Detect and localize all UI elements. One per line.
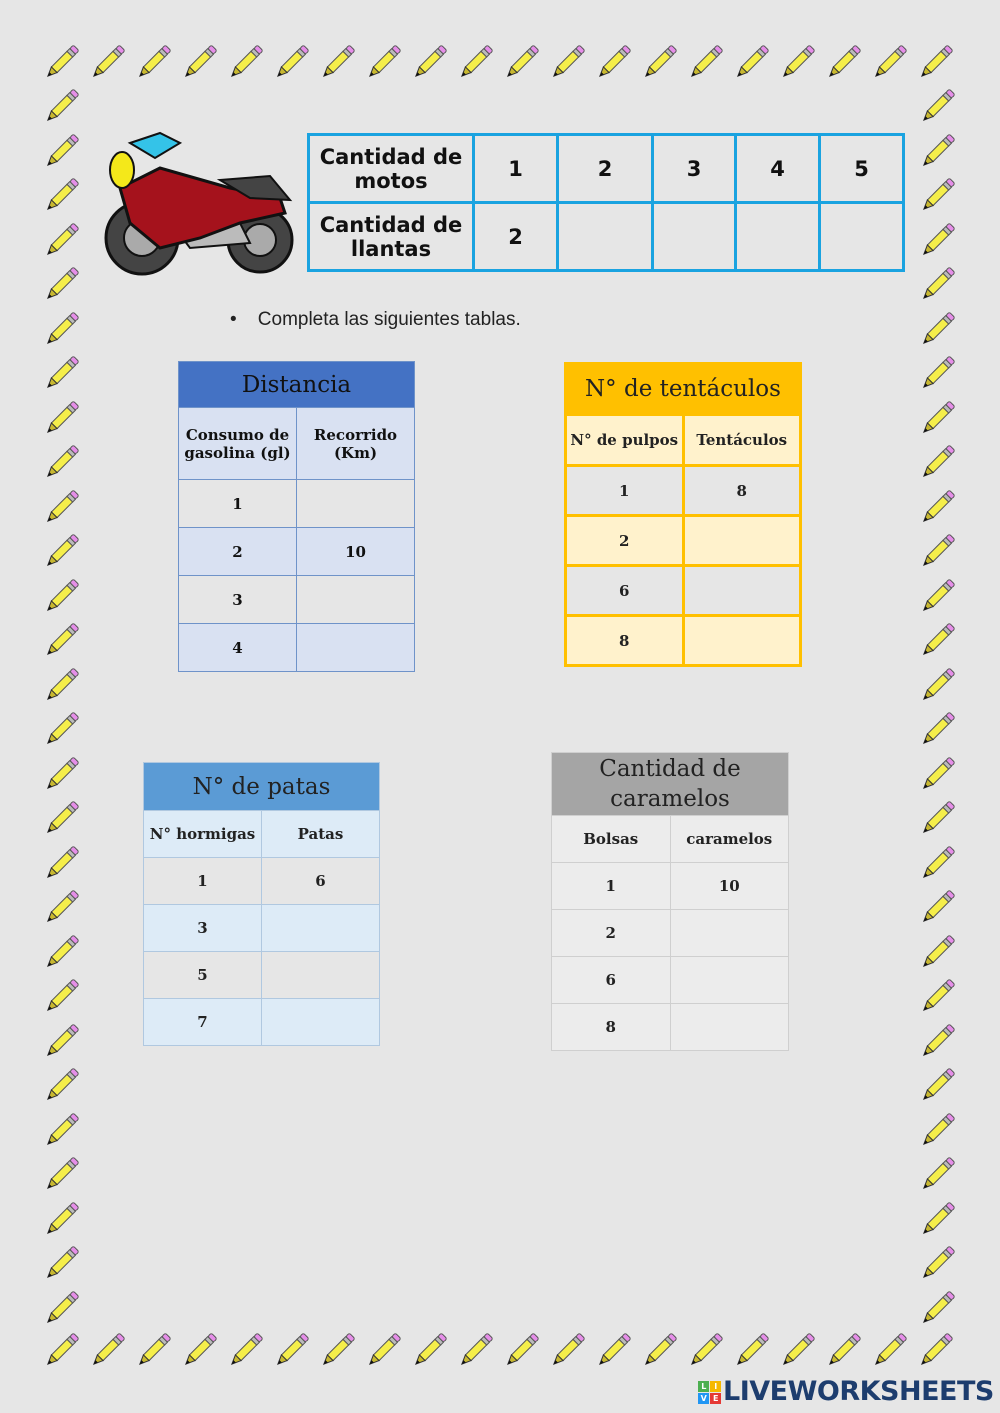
pencil-icon [916,707,960,751]
pencil-icon [916,440,960,484]
table-row [566,616,801,666]
pencil-icon [40,1108,84,1152]
pencil-icon [730,40,774,84]
cell: 3 [144,905,262,952]
pencil-icon [916,618,960,662]
answer-input[interactable] [670,1004,789,1051]
table-row [144,858,380,905]
cell: 8 [566,616,684,666]
pencil-icon [822,1328,866,1372]
cell: 2 [566,516,684,566]
pencil-icon [916,663,960,707]
pencil-icon [454,40,498,84]
pencil-icon [40,663,84,707]
pencil-icon [40,796,84,840]
pencil-icon [40,84,84,128]
pencil-icon [914,40,958,84]
pencil-icon [178,1328,222,1372]
answer-input[interactable] [820,203,904,271]
pencil-icon [592,1328,636,1372]
pencil-icon [40,485,84,529]
pencil-icon [224,1328,268,1372]
table-row [552,910,789,957]
cell: 10 [297,528,415,576]
pencil-icon [40,218,84,262]
pencil-icon [40,129,84,173]
logo-text: LIVEWORKSHEETS [723,1376,994,1407]
answer-input[interactable] [670,957,789,1004]
row-label: Cantidad de motos [309,135,474,203]
pencil-icon [40,351,84,395]
answer-input[interactable] [683,616,801,666]
table-title: N° de tentáculos [566,364,801,415]
pencil-icon [730,1328,774,1372]
pencil-icon [776,1328,820,1372]
pencil-icon [224,40,268,84]
pencil-icon [132,40,176,84]
cell: 5 [144,952,262,999]
pencil-icon [916,1241,960,1285]
pencil-icon [684,40,728,84]
pencil-icon [40,440,84,484]
answer-input[interactable] [297,624,415,672]
pencil-icon [178,40,222,84]
pencil-icon [916,129,960,173]
column-header: Recorrido (Km) [297,408,415,480]
pencil-icon [40,974,84,1018]
pencil-icon [40,1286,84,1330]
cell: 8 [683,466,801,516]
motorcycle-wheels-table [307,133,905,272]
pencil-icon [916,1063,960,1107]
pencil-icon [916,752,960,796]
answer-input[interactable] [558,203,653,271]
instruction: • Completa las siguientes tablas. [230,309,521,330]
table-row [309,203,904,271]
cell: 6 [262,858,380,905]
pencil-icon [40,262,84,306]
table-row [566,466,801,516]
table-row [309,135,904,203]
pencil-icon [916,307,960,351]
cell: 1 [179,480,297,528]
pencil-icon [454,1328,498,1372]
cell: 2 [552,910,671,957]
distancia-table [178,361,415,672]
pencil-icon [916,796,960,840]
cell: 7 [144,999,262,1046]
pencil-icon [40,1328,84,1372]
answer-input[interactable] [736,203,820,271]
pencil-icon [916,84,960,128]
pencil-icon [270,40,314,84]
answer-input[interactable] [262,999,380,1046]
tentaculos-table [564,362,802,667]
pencil-icon [362,40,406,84]
pencil-icon [270,1328,314,1372]
cell: 2 [474,203,558,271]
pencil-icon [592,40,636,84]
answer-input[interactable] [683,566,801,616]
table-title: N° de patas [144,763,380,811]
table-row [179,624,415,672]
pencil-icon [916,974,960,1018]
pencil-icon [408,1328,452,1372]
pencil-icon [916,574,960,618]
row-label: Cantidad de llantas [309,203,474,271]
pencil-icon [638,1328,682,1372]
cell: 8 [552,1004,671,1051]
cell: 10 [670,863,789,910]
pencil-icon [916,396,960,440]
pencil-icon [916,262,960,306]
cell: 2 [179,528,297,576]
answer-input[interactable] [653,203,736,271]
pencil-icon [40,618,84,662]
pencil-icon [40,173,84,217]
table-row [144,999,380,1046]
column-header: caramelos [670,816,789,863]
cell: 1 [566,466,684,516]
pencil-icon [40,1197,84,1241]
pencil-icon [916,930,960,974]
live-badge-icon: L I V E [698,1381,721,1404]
cell: 5 [820,135,904,203]
pencil-icon [40,930,84,974]
pencil-icon [546,1328,590,1372]
cell: 6 [566,566,684,616]
pencil-icon [822,40,866,84]
pencil-icon [316,1328,360,1372]
cell: 2 [558,135,653,203]
pencil-icon [40,885,84,929]
table-row [179,480,415,528]
pencil-icon [916,885,960,929]
caramelos-table [551,752,789,1051]
pencil-icon [914,1328,958,1372]
answer-input[interactable] [297,576,415,624]
column-header: N° hormigas [144,811,262,858]
pencil-icon [500,40,544,84]
answer-input[interactable] [262,952,380,999]
column-header: Consumo de gasolina (gl) [179,408,297,480]
pencil-icon [916,485,960,529]
table-title: Distancia [179,362,415,408]
column-header: N° de pulpos [566,415,684,466]
pencil-icon [40,529,84,573]
table-row [179,528,415,576]
pencil-icon [40,1241,84,1285]
answer-input[interactable] [297,480,415,528]
cell: 1 [144,858,262,905]
table-row [566,566,801,616]
table-row [552,863,789,910]
pencil-icon [40,707,84,751]
pencil-icon [868,1328,912,1372]
pencil-icon [916,173,960,217]
table-row [179,576,415,624]
cell: 1 [474,135,558,203]
pencil-icon [916,1197,960,1241]
cell: 4 [179,624,297,672]
pencil-icon [868,40,912,84]
pencil-icon [916,1286,960,1330]
motorcycle-image [100,128,296,278]
pencil-icon [916,218,960,262]
pencil-icon [40,574,84,618]
table-row [552,1004,789,1051]
column-header: Tentáculos [683,415,801,466]
pencil-icon [684,1328,728,1372]
pencil-icon [916,841,960,885]
answer-input[interactable] [670,910,789,957]
pencil-icon [86,1328,130,1372]
table-row [552,957,789,1004]
answer-input[interactable] [683,516,801,566]
pencil-icon [40,40,84,84]
pencil-icon [916,1108,960,1152]
pencil-icon [362,1328,406,1372]
answer-input[interactable] [262,905,380,952]
pencil-icon [40,307,84,351]
pencil-icon [546,40,590,84]
cell: 4 [736,135,820,203]
table-row [144,952,380,999]
pencil-icon [40,1063,84,1107]
pencil-icon [316,40,360,84]
cell: 3 [653,135,736,203]
cell: 1 [552,863,671,910]
pencil-icon [86,40,130,84]
pencil-icon [916,1152,960,1196]
pencil-icon [40,1019,84,1063]
pencil-icon [40,1152,84,1196]
pencil-icon [40,841,84,885]
pencil-icon [500,1328,544,1372]
liveworksheets-logo [698,1376,994,1407]
pencil-icon [40,396,84,440]
table-row [566,516,801,566]
instruction-text: Completa las siguientes tablas. [257,309,521,330]
pencil-icon [408,40,452,84]
pencil-icon [638,40,682,84]
pencil-icon [916,1019,960,1063]
column-header: Bolsas [552,816,671,863]
pencil-icon [916,529,960,573]
table-title: Cantidad de caramelos [552,753,789,816]
pencil-icon [916,351,960,395]
column-header: Patas [262,811,380,858]
table-row [144,905,380,952]
pencil-icon [776,40,820,84]
cell: 6 [552,957,671,1004]
pencil-icon [40,752,84,796]
cell: 3 [179,576,297,624]
patas-table [143,762,380,1046]
pencil-icon [132,1328,176,1372]
